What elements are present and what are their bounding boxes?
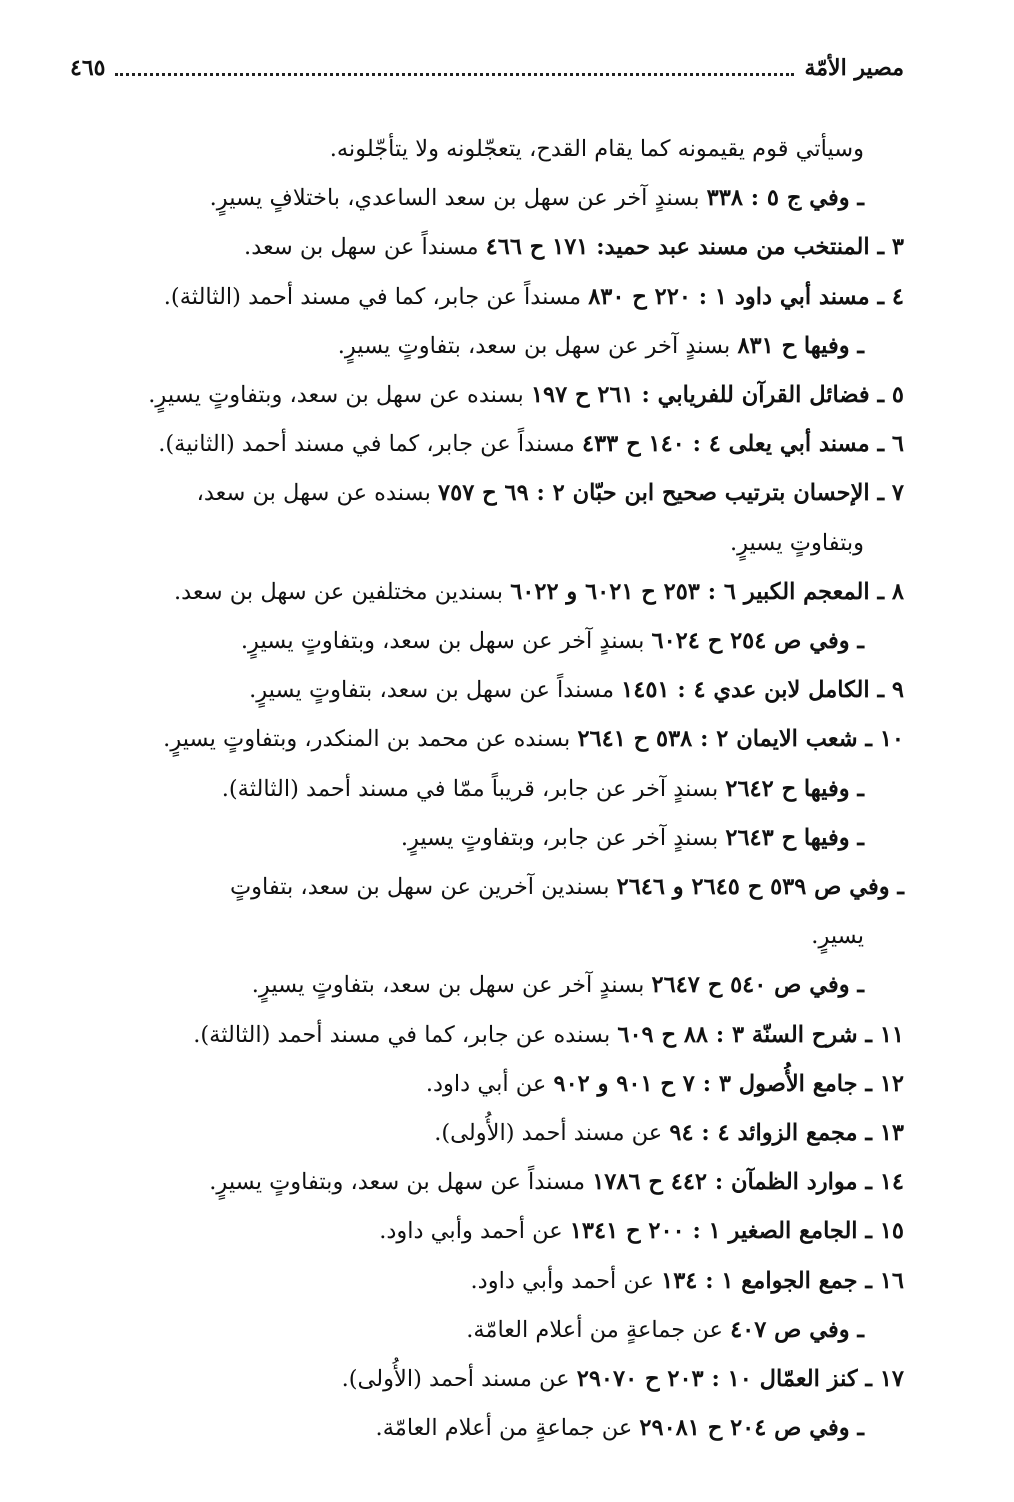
text-line [163,720,904,758]
header-dot-leader [115,73,794,76]
source-reference: ١٦ ـ جمع الجوامع ١ : ١٣٤ [661,1267,904,1294]
source-reference: ١٢ ـ جامع الأُصول ٣ : ٧ ح ٩٠١ و ٩٠٢ [553,1070,904,1097]
text-line [379,1212,904,1250]
source-reference: ١٧ ـ كنز العمّال ١٠ : ٢٠٣ ح ٢٩٠٧٠ [576,1366,904,1392]
line-text: مسنداً عن جابر، كما في مسند أحمد (الثالثة). [163,283,589,310]
text-line [164,278,904,316]
text-line [426,1065,904,1103]
text-line [241,622,864,660]
source-reference: ـ وفيها ح ٢٦٤٢ [725,775,864,802]
line-text: وبتفاوتٍ يسيرٍ. [729,529,864,556]
text-line [434,1114,904,1152]
source-reference: ـ وفيها ح ٨٣١ [737,332,864,359]
line-text: يسيرٍ. [811,923,864,950]
text-line [338,327,864,365]
text-line [197,474,904,512]
source-reference: ١٠ ـ شعب الايمان ٢ : ٥٣٨ ح ٢٦٤١ [577,726,904,753]
text-line [222,770,864,808]
text-line [148,376,904,414]
line-text: بسندين آخرين عن سهل بن سعد، بتفاوتٍ [229,874,617,900]
line-text: بسندٍ آخر عن سهل بن سعد، بتفاوتٍ يسيرٍ. [337,332,738,359]
text-line [210,179,864,217]
source-reference: ١٤ ـ موارد الظمآن : ٤٤٢ ح ١٧٨٦ [592,1169,904,1196]
header-title: مصير الأمّة [804,55,904,81]
text-line [730,524,864,562]
source-reference: ٥ ـ فضائل القرآن للفريابي : ٢٦١ ح ١٩٧ [530,382,904,408]
line-text: عن جماعةٍ من أعلام العامّة. [375,1415,640,1442]
line-text: بسنده عن سهل بن سعد، [196,480,439,507]
line-text: مسنداً عن سهل بن سعد، بتفاوتٍ يسيرٍ. [249,677,622,704]
source-reference: ٨ ـ المعجم الكبير ٦ : ٢٥٣ ح ٦٠٢١ و ٦٠٢٢ [510,578,904,605]
source-reference: ١١ ـ شرح السنّة ٣ : ٨٨ ح ٦٠٩ [617,1021,904,1048]
source-reference: ٦ ـ مسند أبي يعلى ٤ : ١٤٠ ح ٤٣٣ [582,431,904,458]
line-text: بسندٍ آخر عن سهل بن سعد، وبتفاوتٍ يسيرٍ. [240,628,652,654]
line-text: عن أبي داود. [425,1070,554,1097]
line-text: عن مسند أحمد (الأُولى). [341,1366,577,1392]
text-line [174,573,904,611]
line-text: مسنداً عن جابر، كما في مسند أحمد (الثانية). [158,431,583,458]
text-line [230,868,904,906]
text-line [209,1163,904,1201]
line-text: بسندٍ آخر عن سهل بن سعد الساعدي، باختلافٍ يسيرٍ. [209,185,707,212]
line-text: عن جماعةٍ من أعلام العامّة. [466,1316,731,1343]
source-reference: ٧ ـ الإحسان بترتيب صحيح ابن حبّان ٢ : ٦٩ ح ٧٥٧ [438,480,904,507]
text-line [158,425,904,463]
text-line [471,1262,904,1300]
source-reference: ١٣ ـ مجمع الزوائد ٤ : ٩٤ [669,1120,904,1146]
page-number: ٤٦٥ [70,55,106,81]
line-text: بسنده عن محمد بن المنكدر، وبتفاوتٍ يسيرٍ. [163,726,578,753]
text-line [252,966,864,1004]
text-line [376,1409,864,1447]
line-text: بسندٍ آخر عن جابر، قريباً ممّا في مسند أحمد (الثالثة). [221,775,726,802]
text-line [466,1311,864,1349]
text-line [244,228,904,266]
text-line [249,671,904,709]
running-header [70,48,904,88]
line-text: بسندٍ آخر عن سهل بن سعد، بتفاوتٍ يسيرٍ. [251,972,652,999]
line-text: بسندٍ آخر عن جابر، وبتفاوتٍ يسيرٍ. [400,824,726,851]
source-reference: ـ وفي ص ٢٥٤ ح ٦٠٢٤ [651,628,864,654]
line-text: عن مسند أحمد (الأُولى). [434,1120,670,1146]
line-text: وسيأتي قوم يقيمونه كما يقام القدح، يتعجّلونه ولا يتأجّلونه. [329,136,864,162]
source-reference: ـ وفي ص ٥٤٠ ح ٢٦٤٧ [651,972,864,999]
source-reference: ١٥ ـ الجامع الصغير ١ : ٢٠٠ ح ١٣٤١ [569,1218,904,1245]
text-line [811,917,864,955]
line-text: بسنده عن سهل بن سعد، وبتفاوتٍ يسيرٍ. [148,382,531,408]
source-reference: ـ وفيها ح ٢٦٤٣ [725,824,864,851]
source-reference: ـ وفي ج ٥ : ٣٣٨ [706,185,864,212]
line-text: بسنده عن جابر، كما في مسند أحمد (الثالثة). [193,1021,618,1048]
text-line [342,1360,904,1398]
line-text: عن أحمد وأبي داود. [379,1218,570,1245]
line-text: بسندين مختلفين عن سهل بن سعد. [173,578,511,605]
text-line [330,130,864,168]
source-reference: ـ وفي ص ٤٠٧ [730,1316,864,1343]
text-line [401,819,864,857]
source-reference: ٩ ـ الكامل لابن عدي ٤ : ١٤٥١ [621,677,904,704]
line-text: مسنداً عن سهل بن سعد. [244,234,486,261]
source-reference: ـ وفي ص ٥٣٩ ح ٢٦٤٥ و ٢٦٤٦ [616,874,904,900]
source-reference: ٣ ـ المنتخب من مسند عبد حميد: ١٧١ ح ٤٦٦ [485,234,904,261]
text-line [193,1016,904,1054]
source-reference: ٤ ـ مسند أبي داود ١ : ٢٢٠ ح ٨٣٠ [588,283,904,310]
line-text: عن أحمد وأبي داود. [470,1267,662,1294]
source-reference: ـ وفي ص ٢٠٤ ح ٢٩٠٨١ [639,1415,864,1442]
line-text: مسنداً عن سهل بن سعد، وبتفاوتٍ يسيرٍ. [209,1169,593,1196]
